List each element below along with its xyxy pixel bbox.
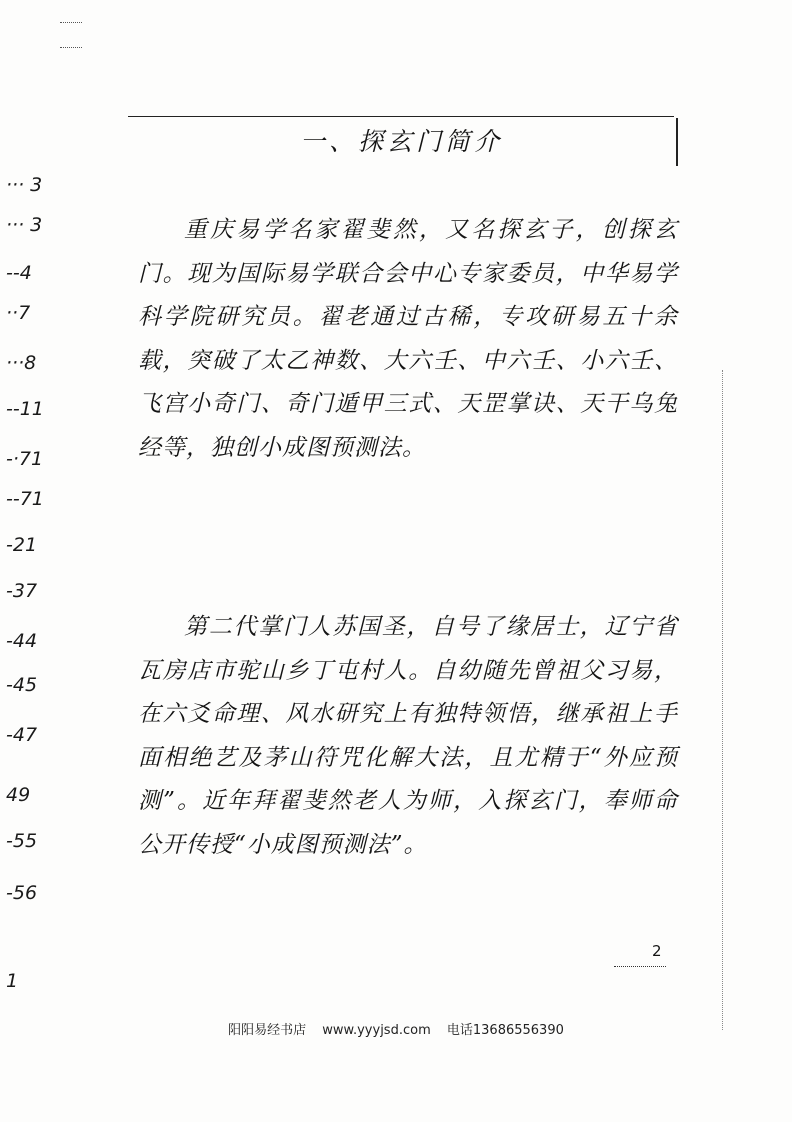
footer-phone: 电话13686556390	[446, 1023, 564, 1038]
margin-mark: 1	[6, 970, 19, 992]
margin-mark: -55	[6, 830, 38, 852]
section-title: 一、探玄门简介	[300, 127, 504, 156]
margin-mark: -37	[6, 580, 38, 602]
margin-mark: ··· 3	[6, 174, 43, 196]
margin-mark: -56	[6, 882, 38, 904]
margin-mark: ···8	[6, 352, 37, 374]
margin-mark: -·71	[6, 448, 44, 470]
page-number: 2	[652, 942, 662, 960]
footer-store: 阳阳易经书店	[228, 1023, 307, 1038]
margin-mark: -44	[6, 630, 38, 652]
margin-mark: -47	[6, 724, 38, 746]
edge-scan-specks	[722, 370, 726, 1030]
footer-website: www.yyyjsd.com	[322, 1023, 431, 1038]
margin-mark: --11	[6, 398, 44, 420]
margin-mark: --71	[6, 488, 44, 510]
header-right-bar	[676, 118, 678, 166]
second-paragraph: 第二代掌门人苏国圣，自号了缘居士，辽宁省瓦房店市驼山乡丁屯村人。自幼随先曾祖父习易，在六爻命理、风水研究上有独特领悟，继承祖上手面相绝艺及茅山符咒化解大法，且尤精于“外应预测”。近年拜翟斐然老人为师，入探玄门，奉师命公开传授“小成图预测法”。	[138, 614, 678, 858]
margin-mark: ··7	[6, 302, 31, 324]
margin-mark: ··· 3	[6, 214, 43, 236]
margin-mark: 49	[6, 784, 31, 806]
intro-paragraph: 重庆易学名家翟斐然，又名探玄子，创探玄门。现为国际易学联合会中心专家委员，中华易学科学院研究员。翟老通过古稀，专攻研易五十余载，突破了太乙神数、大六壬、中六壬、小六壬、飞宫小奇门、奇门遁甲三式、天罡掌诀、天干乌兔经等，独创小成图预测法。	[138, 217, 678, 461]
margin-mark: -45	[6, 674, 38, 696]
corner-scan-mark	[60, 22, 82, 48]
header-rule	[128, 116, 674, 117]
margin-mark: --4	[6, 262, 32, 284]
footer-line	[0, 1019, 792, 1038]
page-number-dash	[614, 966, 666, 967]
margin-mark: -21	[6, 534, 38, 556]
